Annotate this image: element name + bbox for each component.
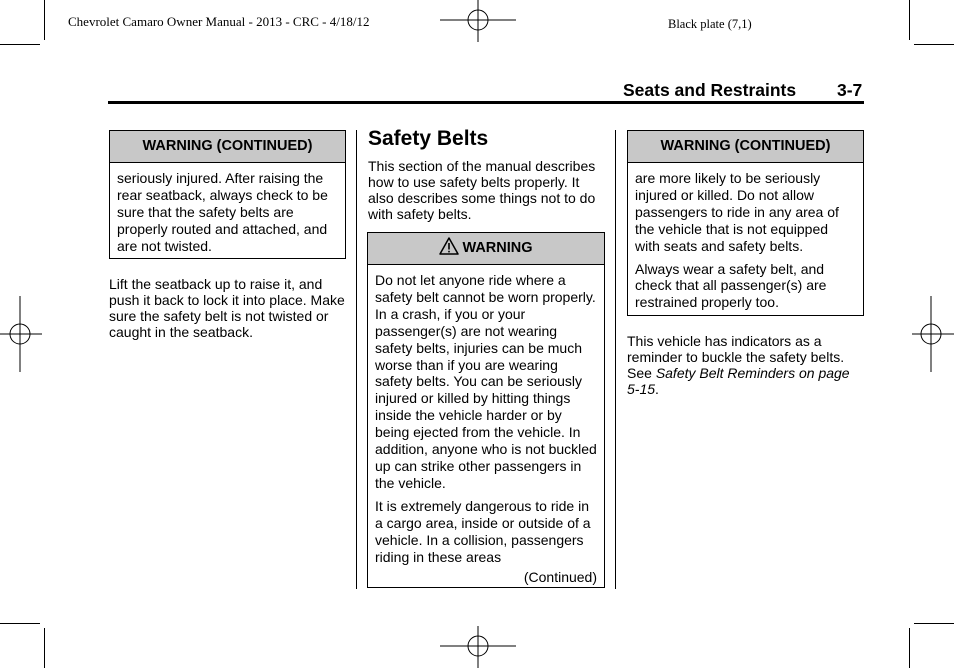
page-number: 3-7 bbox=[837, 80, 863, 100]
cross-reference-link[interactable]: Safety Belt Reminders on page 5-15 bbox=[627, 365, 850, 397]
registration-mark-bottom-icon bbox=[440, 626, 516, 668]
paragraph-text: This vehicle has indicators as a reminder to buckle the safety belts. See bbox=[627, 333, 845, 381]
body-paragraph: Lift the seatback up to raise it, and push it back to lock it into place. Make sure the safety belt is not twisted or caught in the seatback. bbox=[109, 276, 345, 340]
registration-mark-left-icon bbox=[0, 296, 42, 372]
registration-mark-right-icon bbox=[912, 296, 954, 372]
page-heading: Safety Belts bbox=[368, 127, 489, 150]
crop-mark bbox=[909, 628, 910, 668]
column-divider bbox=[356, 130, 357, 589]
warning-triangle-icon bbox=[439, 237, 459, 255]
section-title: Seats and Restraints bbox=[623, 80, 797, 100]
warning-text: Always wear a safety belt, and check that all passenger(s) are restrained properly too. bbox=[635, 260, 827, 311]
warning-box-title: WARNING (CONTINUED) bbox=[110, 131, 345, 163]
header-rule bbox=[108, 101, 864, 104]
warning-text: seriously injured. After raising the rear seatback, always check to be sure that the safety belts are properly routed and attached, and are not twisted. bbox=[117, 170, 328, 254]
print-header-right: Black plate (7,1) bbox=[668, 17, 752, 31]
crop-mark bbox=[0, 44, 40, 45]
column-divider bbox=[615, 130, 616, 589]
warning-box-title: WARNING (CONTINUED) bbox=[628, 131, 863, 163]
warning-box-title: WARNING bbox=[462, 240, 533, 256]
registration-mark-top-icon bbox=[440, 0, 516, 44]
crop-mark bbox=[909, 0, 910, 40]
warning-box-continued bbox=[627, 130, 864, 316]
crop-mark bbox=[0, 623, 40, 624]
print-header-left: Chevrolet Camaro Owner Manual - 2013 - CRC - 4/18/12 bbox=[68, 14, 370, 29]
crop-mark bbox=[914, 623, 954, 624]
warning-box-header bbox=[368, 233, 604, 265]
warning-box-continued bbox=[109, 130, 346, 259]
crop-mark bbox=[44, 628, 45, 668]
crop-mark bbox=[914, 44, 954, 45]
warning-text: Do not let anyone ride where a safety belt cannot be worn properly. In a crash, if you or your passenger(s) are not wearing safety belts, injuries can be much worse than if you are wearing safety belts. You can be seriously injured or killed by hitting things inside the vehicle harder or by being ejected from the vehicle. In addition, anyone who is not buckled up can strike other passengers in the vehicle. bbox=[375, 272, 597, 491]
intro-paragraph: This section of the manual describes how to use safety belts properly. It also describes some things not to do with safety belts. bbox=[368, 158, 596, 222]
warning-text: are more likely to be seriously injured or killed. Do not allow passengers to ride in any area of the vehicle that is not equipped with seats and safety belts. bbox=[635, 170, 839, 254]
warning-text: It is extremely dangerous to ride in a cargo area, inside or outside of a vehicle. In a collision, passengers riding in these areas bbox=[375, 497, 591, 565]
paragraph-end: . bbox=[655, 381, 659, 397]
warning-box bbox=[367, 232, 605, 588]
continued-label: (Continued) bbox=[523, 569, 597, 586]
body-paragraph bbox=[627, 333, 863, 397]
crop-mark bbox=[44, 0, 45, 40]
